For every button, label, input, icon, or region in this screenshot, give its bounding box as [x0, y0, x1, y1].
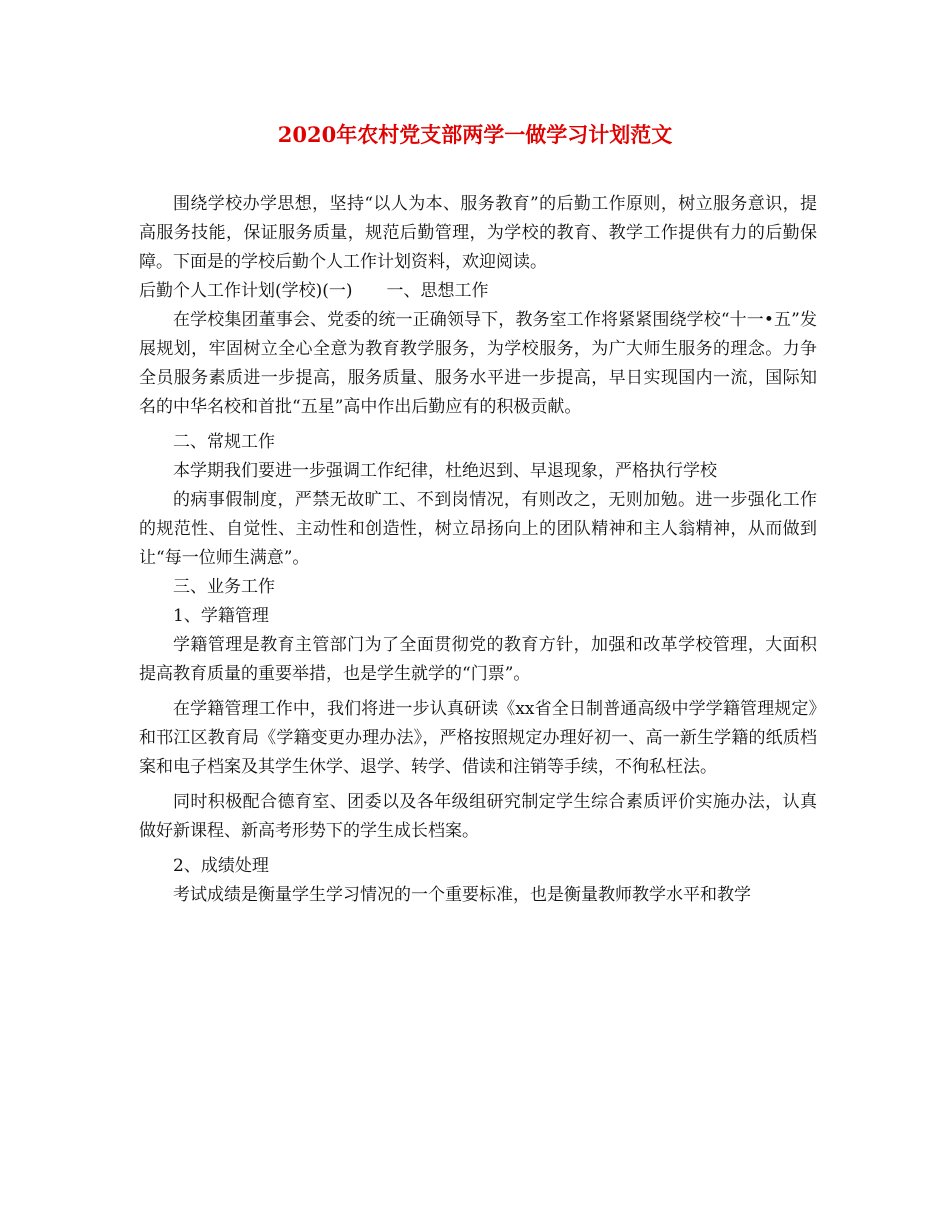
section-heading-business: 三、业务工作 [173, 577, 275, 597]
section-heading-routine: 二、常规工作 [173, 432, 275, 452]
document-title: 2020年农村党支部两学一做学习计划范文 [277, 122, 673, 147]
subheading-grades: 2、成绩处理 [173, 856, 269, 876]
paragraph-enrollment-1: 学籍管理是教育主管部门为了全面贯彻党的教育方针，加强和改革学校管理，大面积提高教育质量的重要举措，也是学生就学的“门票”。 [139, 635, 817, 684]
paragraph-ideology: 在学校集团董事会、党委的统一正确领导下，教务室工作将紧紧围绕学校“十一•五”发展规划，牢固树立全心全意为教育教学服务，为学校服务，为广大师生服务的理念。力争全员服务素质进一步提高，服务质量、服务水平进一步提高，早日实现国内一流，国际知名的中华名校和首批“五星”高中作出后勤应有的积极贡献。 [139, 310, 817, 417]
paragraph-grades: 考试成绩是衡量学生学习情况的一个重要标准，也是衡量教师教学水平和教学 [173, 885, 751, 905]
document-body [139, 190, 817, 910]
paragraph-routine-2: 的病事假制度，严禁无故旷工、不到岗情况，有则改之，无则加勉。进一步强化工作的规范性、自觉性、主动性和创造性，树立昂扬向上的团队精神和主人翁精神，从而做到让“每一位师生满意”。 [139, 490, 817, 568]
paragraph-enrollment-3: 同时积极配合德育室、团委以及各年级组研究制定学生综合素质评价实施办法，认真做好新课程、新高考形势下的学生成长档案。 [139, 792, 817, 841]
section-heading-plan: 后勤个人工作计划(学校)(一) 一、思想工作 [139, 281, 489, 301]
paragraph-enrollment-2: 在学籍管理工作中，我们将进一步认真研读《xx省全日制普通高级中学学籍管理规定》和邗江区教育局《学籍变更办理办法》，严格按照规定办理好初一、高一新生学籍的纸质档案和电子档案及其学生休学、退学、转学、借读和注销等手续，不徇私枉法。 [139, 699, 817, 777]
subheading-enrollment: 1、学籍管理 [173, 606, 269, 626]
paragraph-intro: 围绕学校办学思想，坚持“以人为本、服务教育”的后勤工作原则，树立服务意识，提高服务技能，保证服务质量，规范后勤管理，为学校的教育、教学工作提供有力的后勤保障。下面是的学校后勤个人工作计划资料，欢迎阅读。 [139, 194, 817, 272]
paragraph-routine-1: 本学期我们要进一步强调工作纪律，杜绝迟到、早退现象，严格执行学校 [173, 461, 717, 481]
